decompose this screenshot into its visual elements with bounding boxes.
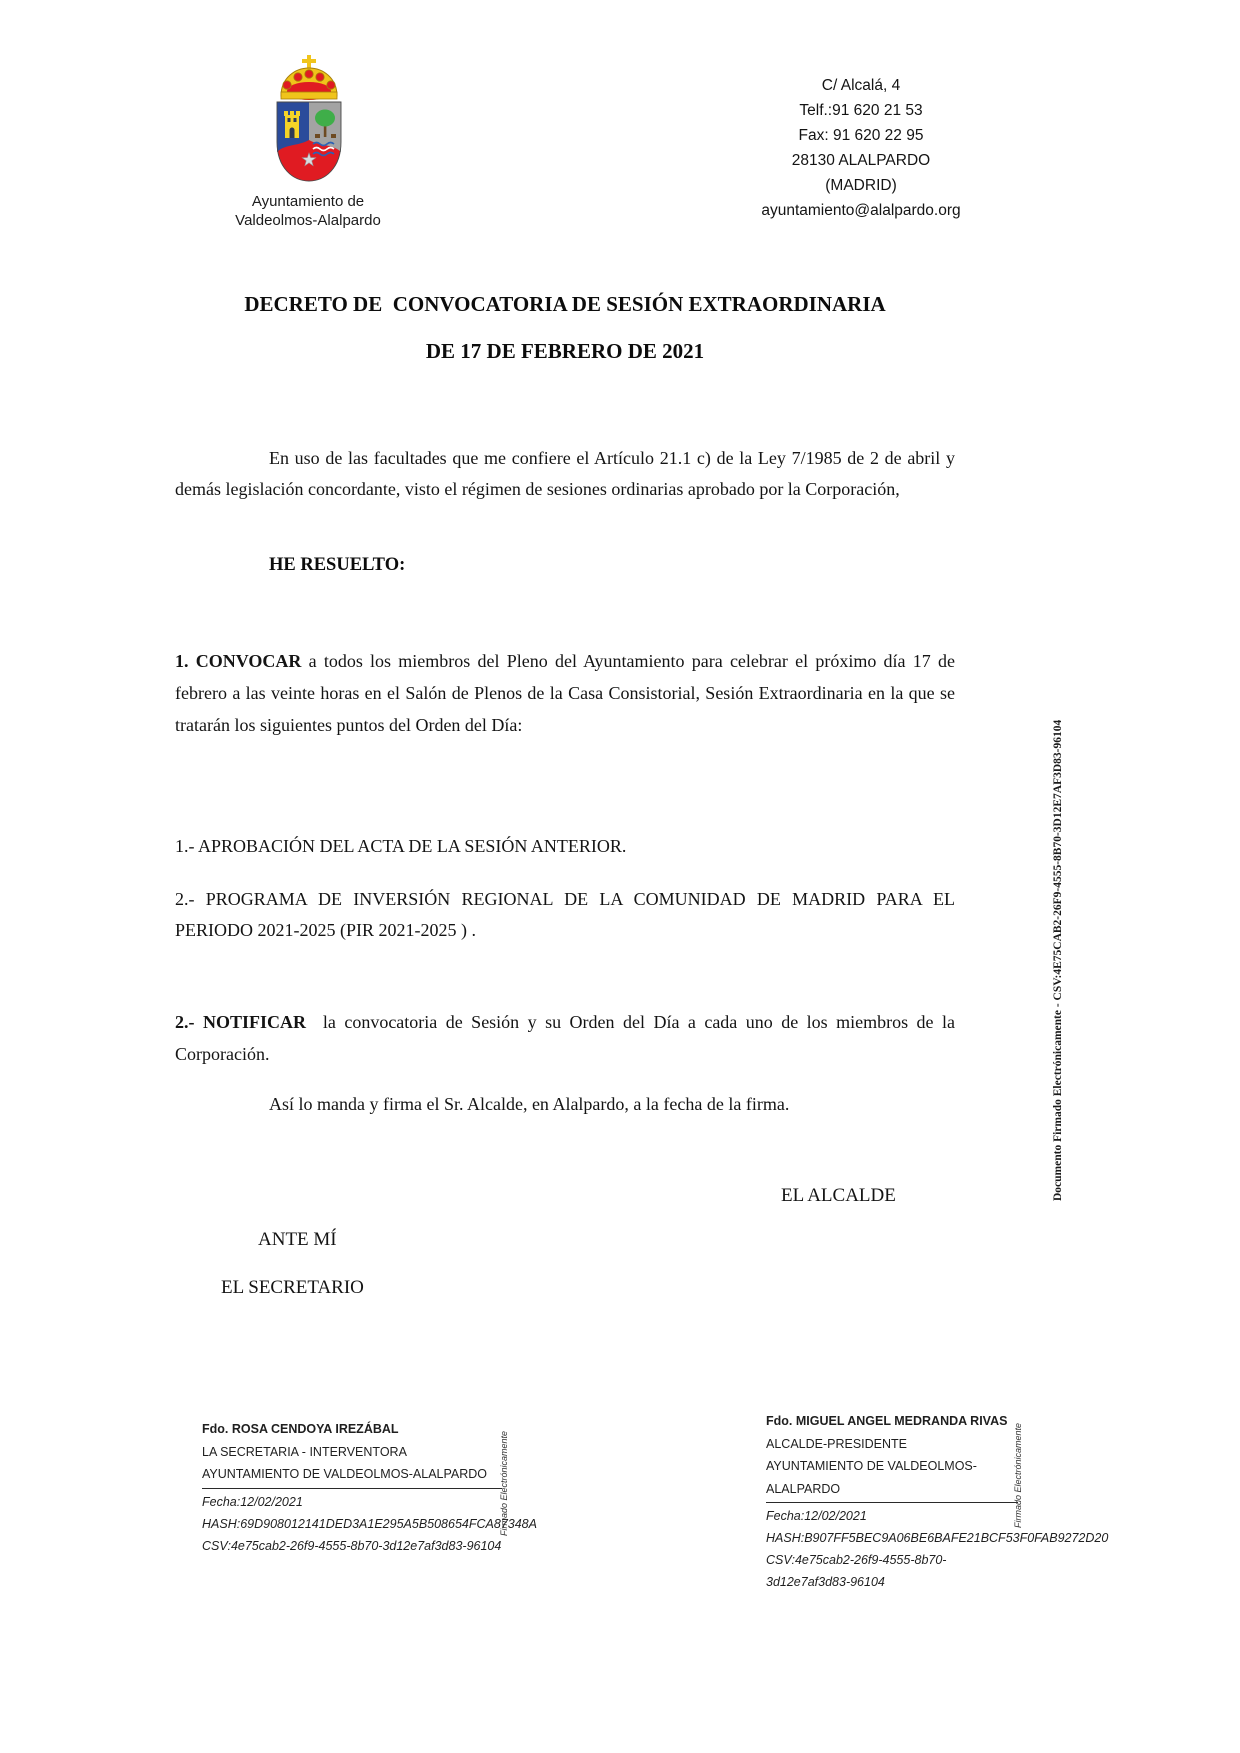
ante-mi-heading: ANTE MÍ bbox=[258, 1229, 337, 1250]
firmado-electronicamente-label-right: Firmado Electrónicamente bbox=[1013, 1422, 1023, 1528]
signer-role: LA SECRETARIA - INTERVENTORA bbox=[202, 1444, 407, 1459]
signer-name: Fdo. MIGUEL ANGEL MEDRANDA RIVAS bbox=[766, 1414, 1008, 1428]
contact-province: (MADRID) bbox=[825, 177, 897, 194]
agenda-item-2: 2.- PROGRAMA DE INVERSIÓN REGIONAL DE LA COMUNIDAD DE MADRID PARA EL PERIODO 2021-2025 (PIR 2021-2025 ) . bbox=[175, 889, 955, 940]
crest-tower bbox=[284, 111, 300, 138]
signature-csv: CSV:4e75cab2-26f9-4555-8b70-3d12e7af3d83-96104 bbox=[766, 1553, 947, 1589]
signer-org: AYUNTAMIENTO DE VALDEOLMOS-ALALPARDO bbox=[202, 1467, 488, 1481]
convocar-text: a todos los miembros del Pleno del Ayuntamiento para celebrar el próximo día 17 de febrero a las veinte horas en el Salón de Plenos de la Casa Consistorial, Sesión Extraordinaria en la que se tratarán los siguientes puntos del Orden del Día: bbox=[175, 651, 960, 735]
document-csv-vertical-text: Documento Firmado Electrónicamente - CSV:4E75CAB2-26F9-4555-8B70-3D12E7AF3D83-96104 bbox=[1052, 719, 1064, 1201]
contact-postal: 28130 ALALPARDO bbox=[791, 152, 931, 169]
document-title-line1: DECRETO DE CONVOCATORIA DE SESIÓN EXTRAORDINARIA bbox=[244, 292, 886, 316]
notificar-text: la convocatoria de Sesión y su Orden del Día a cada uno de los miembros de la Corporación. bbox=[175, 1012, 960, 1064]
agenda-item-1: 1.- APROBACIÓN DEL ACTA DE LA SESIÓN ANTERIOR. bbox=[175, 836, 627, 856]
signer-org: AYUNTAMIENTO DE VALDEOLMOS-ALALPARDO bbox=[766, 1459, 977, 1496]
signature-divider bbox=[202, 1487, 502, 1489]
closing-paragraph: Así lo manda y firma el Sr. Alcalde, en Alalpardo, a la fecha de la firma. bbox=[269, 1094, 790, 1114]
coat-of-arms-icon bbox=[272, 54, 346, 190]
logo-caption-line1: Ayuntamiento de bbox=[251, 193, 365, 210]
contact-fax: Fax: 91 620 22 95 bbox=[798, 127, 924, 144]
signature-divider bbox=[766, 1501, 1018, 1503]
intro-paragraph: En uso de las facultades que me confiere el Artículo 21.1 c) de la Ley 7/1985 de 2 de abril y demás legislación concordante, visto el régimen de sesiones ordinarias aprobado por la Corporación, bbox=[175, 448, 955, 499]
convocar-paragraph bbox=[175, 645, 960, 741]
signature-date: Fecha:12/02/2021 bbox=[766, 1509, 867, 1523]
notificar-paragraph bbox=[175, 1006, 960, 1070]
contact-block bbox=[700, 73, 1022, 223]
logo-caption-line2: Valdeolmos-Alalpardo bbox=[235, 212, 381, 229]
notificar-label: 2.- NOTIFICAR bbox=[175, 1012, 306, 1032]
signature-block-alcalde bbox=[766, 1410, 1109, 1593]
convocar-label: 1. CONVOCAR bbox=[175, 651, 302, 671]
firmado-electronicamente-label-left: Firmado Electrónicamente bbox=[499, 1430, 509, 1536]
secretario-heading: EL SECRETARIO bbox=[221, 1277, 364, 1298]
logo-caption bbox=[208, 192, 408, 230]
alcalde-heading: EL ALCALDE bbox=[781, 1185, 896, 1206]
contact-address: C/ Alcalá, 4 bbox=[821, 77, 901, 94]
resolution-heading: HE RESUELTO: bbox=[269, 555, 406, 575]
signer-name: Fdo. ROSA CENDOYA IREZÁBAL bbox=[202, 1422, 399, 1436]
signature-hash: HASH:69D908012141DED3A1E295A5B508654FCA87348A bbox=[202, 1516, 537, 1531]
signature-csv: CSV:4e75cab2-26f9-4555-8b70-3d12e7af3d83-96104 bbox=[202, 1538, 502, 1553]
document-title-line2: DE 17 DE FEBRERO DE 2021 bbox=[425, 339, 705, 363]
signature-date: Fecha:12/02/2021 bbox=[202, 1494, 303, 1509]
contact-phone: Telf.:91 620 21 53 bbox=[799, 102, 923, 119]
signer-role: ALCALDE-PRESIDENTE bbox=[766, 1436, 908, 1451]
signature-hash: HASH:B907FF5BEC9A06BE6BAFE21BCF53F0FAB9272D20 bbox=[766, 1531, 1109, 1545]
contact-email: ayuntamiento@alalpardo.org bbox=[761, 202, 961, 219]
